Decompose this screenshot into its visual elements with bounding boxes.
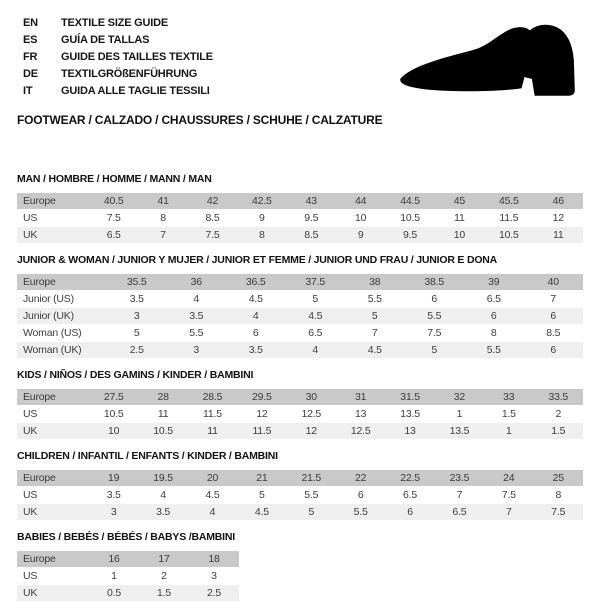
language-code: DE <box>23 68 38 80</box>
region-label: Europe <box>17 470 89 487</box>
size-table-header-row <box>17 274 583 291</box>
size-value: 10 <box>336 210 385 227</box>
size-row-label: US <box>17 406 89 423</box>
size-value: 8.5 <box>287 227 336 244</box>
size-value: 10.5 <box>138 423 187 440</box>
language-code: ES <box>23 34 38 46</box>
europe-size-value: 28 <box>138 389 187 406</box>
europe-size-value: 16 <box>89 551 139 568</box>
europe-size-value: 36.5 <box>226 274 286 291</box>
size-row-label: Junior (UK) <box>17 308 107 325</box>
europe-size-value: 21 <box>237 470 286 487</box>
europe-size-value: 36 <box>167 274 227 291</box>
europe-size-value: 24 <box>484 470 533 487</box>
region-label: Europe <box>17 551 89 568</box>
size-value: 10 <box>435 227 484 244</box>
size-value: 8.5 <box>524 325 584 342</box>
size-value: 0.5 <box>89 585 139 602</box>
size-value: 6.5 <box>464 291 524 308</box>
size-value: 3.5 <box>226 342 286 359</box>
size-value: 1 <box>435 406 484 423</box>
size-table-man <box>17 193 583 244</box>
europe-size-value: 20 <box>188 470 237 487</box>
size-value: 4 <box>167 291 227 308</box>
size-value: 3.5 <box>167 308 227 325</box>
size-value: 5 <box>286 291 346 308</box>
size-value: 6.5 <box>385 487 434 504</box>
size-row-label: Woman (UK) <box>17 342 107 359</box>
size-value: 7 <box>484 504 533 521</box>
size-value: 3.5 <box>138 504 187 521</box>
europe-size-value: 35.5 <box>107 274 167 291</box>
size-value: 6 <box>405 291 465 308</box>
size-value: 11 <box>138 406 187 423</box>
size-value: 9 <box>237 210 286 227</box>
europe-size-value: 44 <box>336 193 385 210</box>
size-value: 5 <box>237 487 286 504</box>
size-value: 13 <box>385 423 434 440</box>
size-table-row <box>17 568 239 585</box>
size-value: 5 <box>345 308 405 325</box>
europe-size-value: 45 <box>435 193 484 210</box>
size-value: 6 <box>226 325 286 342</box>
europe-size-value: 33.5 <box>534 389 583 406</box>
size-value: 5.5 <box>336 504 385 521</box>
size-value: 5.5 <box>287 487 336 504</box>
size-value: 11 <box>435 210 484 227</box>
size-value: 3.5 <box>107 291 167 308</box>
language-code: IT <box>23 85 33 97</box>
size-table-row <box>17 325 583 342</box>
size-value: 5 <box>405 342 465 359</box>
europe-size-value: 43 <box>287 193 336 210</box>
category-line: FOOTWEAR / CALZADO / CHAUSSURES / SCHUHE / CALZATURE <box>17 113 383 127</box>
size-value: 11 <box>534 227 583 244</box>
size-value: 7 <box>138 227 187 244</box>
size-value: 1.5 <box>484 406 533 423</box>
size-table-row <box>17 342 583 359</box>
europe-size-value: 18 <box>189 551 239 568</box>
size-section-title: CHILDREN / INFANTIL / ENFANTS / KINDER / BAMBINI <box>17 450 278 462</box>
size-value: 6.5 <box>89 227 138 244</box>
size-table-row <box>17 487 583 504</box>
size-value: 4.5 <box>345 342 405 359</box>
language-guide-title: GUIDA ALLE TAGLIE TESSILI <box>61 85 210 97</box>
size-value: 4 <box>138 487 187 504</box>
size-section-kids <box>17 369 583 440</box>
size-table-header-row <box>17 193 583 210</box>
size-value: 4.5 <box>237 504 286 521</box>
language-guide-title: GUÍA DE TALLAS <box>61 34 150 46</box>
size-section-title: BABIES / BEBÉS / BÉBÉS / BABYS /BAMBINI <box>17 531 235 543</box>
size-table-junior-woman <box>17 274 583 359</box>
size-table-row <box>17 291 583 308</box>
size-value: 10 <box>89 423 138 440</box>
size-value: 6 <box>524 342 584 359</box>
europe-size-value: 46 <box>534 193 583 210</box>
europe-size-value: 30 <box>287 389 336 406</box>
size-row-label: US <box>17 487 89 504</box>
size-value: 13 <box>336 406 385 423</box>
size-value: 3 <box>89 504 138 521</box>
size-value: 2.5 <box>189 585 239 602</box>
size-value: 7.5 <box>89 210 138 227</box>
size-section-title: MAN / HOMBRE / HOMME / MANN / MAN <box>17 173 212 185</box>
europe-size-value: 22 <box>336 470 385 487</box>
size-row-label: UK <box>17 585 89 602</box>
size-value: 8 <box>138 210 187 227</box>
size-value: 11.5 <box>188 406 237 423</box>
language-guide-title: GUIDE DES TAILLES TEXTILE <box>61 51 213 63</box>
size-row-label: UK <box>17 423 89 440</box>
size-row-label: UK <box>17 504 89 521</box>
size-value: 8 <box>237 227 286 244</box>
europe-size-value: 38 <box>345 274 405 291</box>
language-guide-title: TEXTILE SIZE GUIDE <box>61 17 169 29</box>
size-row-label: Junior (US) <box>17 291 107 308</box>
europe-size-value: 41 <box>138 193 187 210</box>
size-row-label: US <box>17 210 89 227</box>
region-label: Europe <box>17 389 89 406</box>
size-value: 13.5 <box>435 423 484 440</box>
size-value: 7 <box>524 291 584 308</box>
size-value: 3.5 <box>89 487 138 504</box>
europe-size-value: 27.5 <box>89 389 138 406</box>
size-value: 2.5 <box>107 342 167 359</box>
europe-size-value: 25 <box>534 470 583 487</box>
size-section-children <box>17 450 583 521</box>
language-guide-title: TEXTILGRÖßENFÜHRUNG <box>61 68 198 80</box>
size-value: 4 <box>188 504 237 521</box>
europe-size-value: 22.5 <box>385 470 434 487</box>
europe-size-value: 17 <box>139 551 189 568</box>
size-value: 4.5 <box>286 308 346 325</box>
size-section-junior-woman <box>17 254 583 359</box>
size-value: 1.5 <box>534 423 583 440</box>
size-value: 10.5 <box>385 210 434 227</box>
size-table-kids <box>17 389 583 440</box>
size-value: 5.5 <box>167 325 227 342</box>
size-section-babies <box>17 531 583 602</box>
europe-size-value: 31.5 <box>385 389 434 406</box>
europe-size-value: 37.5 <box>286 274 346 291</box>
language-code: EN <box>23 17 38 29</box>
size-value: 9.5 <box>385 227 434 244</box>
size-row-label: Woman (US) <box>17 325 107 342</box>
size-value: 3 <box>107 308 167 325</box>
size-value: 6.5 <box>435 504 484 521</box>
size-value: 12 <box>534 210 583 227</box>
size-table-row <box>17 585 239 602</box>
size-value: 6 <box>385 504 434 521</box>
size-section-title: KIDS / NIÑOS / DES GAMINS / KINDER / BAMBINI <box>17 369 254 381</box>
size-table-header-row <box>17 470 583 487</box>
size-value: 7.5 <box>188 227 237 244</box>
size-value: 7.5 <box>405 325 465 342</box>
size-value: 8.5 <box>188 210 237 227</box>
europe-size-value: 19.5 <box>138 470 187 487</box>
size-value: 7 <box>345 325 405 342</box>
size-table-row <box>17 227 583 244</box>
size-table-row <box>17 308 583 325</box>
size-value: 4 <box>286 342 346 359</box>
size-tables-container <box>17 173 583 602</box>
size-value: 10.5 <box>484 227 533 244</box>
size-value: 6 <box>336 487 385 504</box>
size-table-babies <box>17 551 239 602</box>
size-value: 3 <box>189 568 239 585</box>
size-value: 5 <box>287 504 336 521</box>
size-value: 10.5 <box>89 406 138 423</box>
size-value: 3 <box>167 342 227 359</box>
europe-size-value: 21.5 <box>287 470 336 487</box>
size-value: 1 <box>89 568 139 585</box>
size-value: 1.5 <box>139 585 189 602</box>
size-value: 1 <box>484 423 533 440</box>
europe-size-value: 42.5 <box>237 193 286 210</box>
size-table-header-row <box>17 551 239 568</box>
europe-size-value: 44.5 <box>385 193 434 210</box>
size-value: 5.5 <box>405 308 465 325</box>
size-row-label: US <box>17 568 89 585</box>
size-table-header-row <box>17 389 583 406</box>
size-value: 6 <box>464 308 524 325</box>
shoe-icon <box>394 8 582 106</box>
size-value: 11.5 <box>237 423 286 440</box>
size-table-children <box>17 470 583 521</box>
europe-size-value: 31 <box>336 389 385 406</box>
size-value: 11.5 <box>484 210 533 227</box>
size-value: 5.5 <box>345 291 405 308</box>
size-value: 9.5 <box>287 210 336 227</box>
europe-size-value: 33 <box>484 389 533 406</box>
europe-size-value: 40 <box>524 274 584 291</box>
size-value: 8 <box>534 487 583 504</box>
europe-size-value: 28.5 <box>188 389 237 406</box>
size-table-row <box>17 504 583 521</box>
size-value: 6 <box>524 308 584 325</box>
size-value: 13.5 <box>385 406 434 423</box>
language-code: FR <box>23 51 38 63</box>
size-table-row <box>17 423 583 440</box>
region-label: Europe <box>17 274 107 291</box>
europe-size-value: 39 <box>464 274 524 291</box>
size-row-label: UK <box>17 227 89 244</box>
size-value: 11 <box>188 423 237 440</box>
size-table-row <box>17 210 583 227</box>
size-value: 4.5 <box>188 487 237 504</box>
europe-size-value: 45.5 <box>484 193 533 210</box>
size-value: 2 <box>534 406 583 423</box>
size-section-title: JUNIOR & WOMAN / JUNIOR Y MUJER / JUNIOR ET FEMME / JUNIOR UND FRAU / JUNIOR E DONA <box>17 254 498 266</box>
size-table-row <box>17 406 583 423</box>
size-value: 8 <box>464 325 524 342</box>
size-value: 12.5 <box>287 406 336 423</box>
europe-size-value: 29.5 <box>237 389 286 406</box>
size-value: 12 <box>237 406 286 423</box>
size-value: 5.5 <box>464 342 524 359</box>
europe-size-value: 23.5 <box>435 470 484 487</box>
size-value: 4.5 <box>226 291 286 308</box>
region-label: Europe <box>17 193 89 210</box>
size-value: 7.5 <box>484 487 533 504</box>
size-value: 9 <box>336 227 385 244</box>
size-value: 5 <box>107 325 167 342</box>
europe-size-value: 38.5 <box>405 274 465 291</box>
europe-size-value: 32 <box>435 389 484 406</box>
size-value: 12 <box>287 423 336 440</box>
size-value: 12.5 <box>336 423 385 440</box>
size-value: 7 <box>435 487 484 504</box>
size-value: 2 <box>139 568 189 585</box>
size-value: 4 <box>226 308 286 325</box>
europe-size-value: 42 <box>188 193 237 210</box>
europe-size-value: 19 <box>89 470 138 487</box>
size-value: 7.5 <box>534 504 583 521</box>
size-section-man <box>17 173 583 244</box>
europe-size-value: 40.5 <box>89 193 138 210</box>
size-value: 6.5 <box>286 325 346 342</box>
